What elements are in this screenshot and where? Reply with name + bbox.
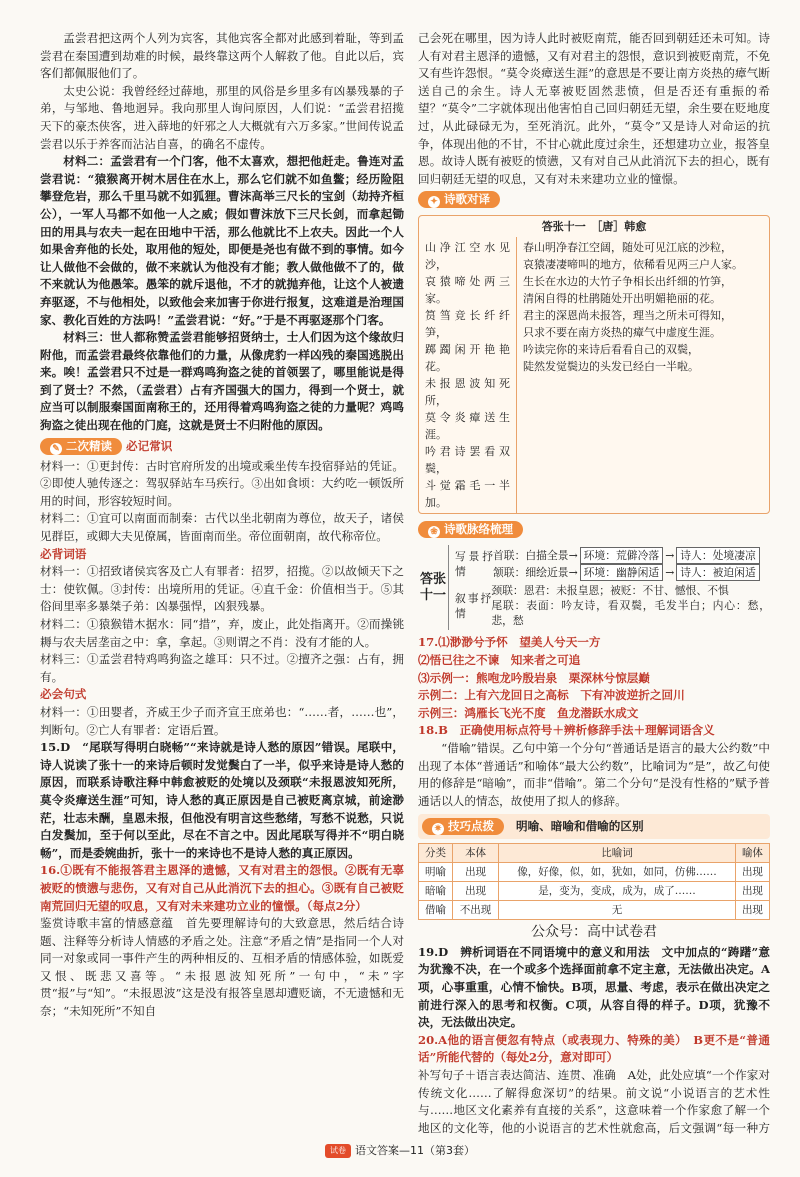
mind-node: 内心：愁，悲，愁 (491, 599, 770, 628)
mind-group: 叙事抒情 (455, 591, 492, 620)
question-20-analysis: 补写句子＋语言表达简洁、连贯、准确 A处，此处应填“一个作家对传统文化……了解得愈深切”的结果。前文说“小说语言的艺术性与……地区文化素养有直接的关系”，这意味着一个作家愈了解一个地区的文化等，他的小说语言的艺术性就愈高，后文强调“每一种方 (418, 1068, 770, 1135)
mind-node: 尾联 (491, 599, 515, 613)
mind-node: 被贬：不甘、憾恨、不惧 (610, 584, 729, 598)
footer-text: 语文答案—11（第3套） (355, 1144, 475, 1157)
poem-line: 山净江空水见沙， (425, 241, 510, 272)
question-20: 20.A他的语言便忽有特点（或表现力、特殊的美） B更不是“普通话”所能代替的（每处2分，意对即可） (418, 1032, 770, 1065)
question-17-e: 示例三：鸿雁长飞光不度 鱼龙潜跃水成文 (418, 705, 639, 720)
mind-node: 环境：幽静闲适 (580, 564, 664, 581)
answer-paragraph: 孟尝君把这两个人列为宾客，其他宾客全都对此感到着耻，等到孟尝君在秦国遭到劫难的时候，最终靠这两个人解救了他。自此以后，宾客们都佩服他们了。 (40, 31, 404, 81)
material-two: 材料二：孟尝君有一个门客，他不太喜欢，想把他赶走。鲁连对孟尝君说：“猿猴离开树木居住在水上，那么它们就不如鱼鳖；经历险阻攀登危岩，那么千里马就不如狐狸。曹沫高举三尺长的宝剑（劫持齐桓公），一军人马都不如他一人之威；假如曹沫放下三尺长剑，而拿起锄田的用具与农夫一起在田地中干活，那么他就比不上农夫。因此一个人如果舍弃他的长处，取用他的短处，即便是尧也有做不到的事情。如今让人做他不会做的，做不来就认为他没有才能；教人做他做不了的，做不来就认为他愚笨。愚笨的就斥退他，不才的就抛弃他，让这个人被遗弃驱逐，不与他相处，以致他会来加害于你进行报复，这难道是治理国家、教化百姓的方法吗！”孟尝君说：“好。”于是不再驱逐那个门客。 (40, 154, 404, 327)
watermark: 公众号：高中试卷君 (531, 924, 657, 941)
question-16-analysis: 鉴赏诗歌丰富的情感意蕴 首先要理解诗句的大致意思，然后结合诗题、注释等分析诗人情感的矛盾之处。注意“矛盾之情”是指同一个人对同一对象或同一事件产生的两种相反的、互相矛盾的情感体验，如既爱又恨、既悲又喜等。“未报恩波知死所”一句中，“未”字贯“报”与“知”。“未报恩波”这是没有报答皇恩却遭贬谪，不无遗憾和无奈；“未知死所”不知自 (40, 916, 404, 1019)
translation-line: 只求不要在南方炎热的瘴气中虚度生涯。 (523, 326, 721, 340)
mind-node: 环境：荒僻冷落 (580, 547, 664, 564)
table-header: 比喻词 (499, 844, 736, 863)
question-17-b: ⑵悟已往之不谏 知来者之可追 (418, 652, 581, 667)
must-word-head: 必背词语 (40, 546, 87, 561)
question-17: 17.⑴渺渺兮予怀 望美人兮天一方 (418, 635, 601, 650)
mind-group: 写景抒情 (455, 550, 493, 579)
must-word-3: 材料三：①孟尝君特鸡鸣狗盗之雄耳：只不过。②擅齐之强：占有，拥有。 (40, 652, 404, 684)
mind-node: 诗人：处境凄凉 (676, 547, 760, 564)
must-word-2: 材料二：①猿猴错木据水：同“措”，弃，废止，此处指离开。②而操铫耨与农夫居垄亩之中：拿，拿起。③则谓之不肖：没有才能的人。 (40, 617, 404, 649)
material-three: 材料三：世人都称赞孟尝君能够招贤纳士，士人们因为这个缘故归附他，而孟尝君最终依靠他们的力量，从像虎豹一样凶残的秦国逃脱出来。唉！孟尝君只不过是一群鸡鸣狗盗之徒的首领罢了，哪里能说是得到了贤士？不然，（孟尝君）占有齐国强大的国力，得到一个贤士，就应当可以制服秦国面南称王的，还用得着鸡鸣狗盗之徒的力量呢？鸡鸣狗盗之徒出现在他的门庭，这就是贤士不归附他的原因。 (40, 330, 404, 433)
table-header: 喻体 (735, 844, 769, 863)
translation-line: 君主的深恩尚未报答，理当之所未可得知， (523, 309, 732, 323)
table-header: 分类 (419, 844, 453, 863)
must-sent-head: 必会句式 (40, 687, 87, 702)
mind-map: 答张十一 写景抒情 首联：白描全景→ 环境：荒僻冷落 → 诗人：处境凄凉 颔联：细绘近景→ 环境：幽静闲适 → 诗人：被迫闲适 叙事抒情 颈联：恩君：未报皇恩；被贬：不甘、憾恨、不惧 尾联：表面：吟友诗，看双鬓，毛发半白；内心：愁，悲，愁 (418, 545, 770, 630)
table-row: 借喻 不出现 无 出现 (419, 901, 770, 920)
question-17-c: ⑶示例一：熊咆龙吟殷岩泉 栗深林兮惊层巅 (418, 670, 650, 685)
translation-line: 吟读完你的来诗后看看自己的双鬓， (523, 343, 699, 357)
skill-bar (418, 814, 770, 839)
common-head: 必记常识 (126, 438, 173, 453)
left-column (40, 30, 404, 1138)
poem-original (419, 237, 517, 513)
poem-line: 未报恩波知死所， (425, 377, 510, 408)
section-header (40, 435, 404, 458)
publisher-logo: 试卷 (325, 1144, 351, 1158)
right-column (418, 30, 770, 1138)
answer-paragraph: 太史公说：我曾经经过薛地，那里的风俗是乡里多有凶暴残暴的子弟，与邹地、鲁地迥异。我向那里人询问原因，人们说：“孟尝君招揽天下的豪杰侠客，进入薛地的奸邪之人大概就有六万多家。”世间传说孟尝君以乐于养客而沾沾自喜，的确名不虚传。 (40, 83, 404, 151)
poem-section-badge: ✦ 诗歌对译 (418, 191, 500, 208)
mind-node: 表面：吟友诗，看双鬓，毛发半白 (526, 599, 701, 613)
poem-translation (517, 237, 769, 513)
poem-line: 吟君诗罢看双鬓， (425, 445, 510, 476)
mind-node: 恩君：未报皇恩 (523, 584, 600, 598)
question-18-analysis: “借喻”错误。乙句中第一个分句“普通话是语言的最大公约数”中出现了本体“普通话”和喻体“最大公约数”，比喻词为“是”，故乙句使用的修辞是“暗喻”，而非“借喻”。第二个分句“是没有性格的”赋予普通话以人的情态，故使用了拟人的修辞。 (418, 740, 770, 808)
lightbulb-icon: ✷ (432, 823, 444, 835)
translation-line: 生长在水边的大竹子争相长出纤细的竹笋， (523, 275, 732, 289)
common-1: 材料一：①更封传：古时官府所发的出境或乘坐传车投宿驿站的凭证。②即使人驰传逐之：驾驭驿站车马疾行。③出如食顷：大约吃一顿饭所用的时间，形容较短时间。 (40, 458, 404, 508)
table-header: 本体 (453, 844, 499, 863)
translation-line: 清闲自得的杜鹃随处开出明媚艳丽的花。 (523, 292, 721, 306)
question-15: 15.D “尾联写得明白晓畅”“来诗就是诗人愁的原因”错误。尾联中，诗人说读了张十一的来诗后顿时发觉鬓白了一半，似乎来诗是诗人愁的原因，而联系诗歌注释中韩愈被贬的处境以及颈联“未报恩波知死所，莫令炎瘴送生涯”可知，诗人愁的真正原因是自己被贬离京城，前途渺茫，壮志未酬，皇恩未报，但他没有明言这些愁绪，写愁不说愁，只说白发鬓加，至于何以至此，尽在不言之中。因此尾联写得并不“明白晓畅”，而是委婉曲折，张十一的来诗也不是诗人愁的真正原因。 (40, 740, 404, 860)
poem-title: 答张十一 ［唐］韩愈 (541, 220, 647, 234)
tree-icon: ❀ (428, 526, 440, 538)
question-16: 16.①既有不能报答君主恩泽的遗憾，又有对君主的怨恨。②既有无辜被贬的愤懑与悲伤，又有对自己从此消沉下去的担心。③既有自己被贬南荒回归无望的叹息，又有对未来建功立业的憧憬。（每点2分） (40, 863, 404, 913)
must-sent-1: 材料一：①田婴者，齐威王少子而齐宣王庶弟也：“……者，……也”，判断句。②亡人有罪者：定语后置。 (40, 704, 404, 737)
skill-title: 明喻、暗喻和借喻的区别 (516, 818, 644, 833)
translation-line: 陡然发觉鬓边的头发已经白一半啦。 (523, 360, 699, 374)
poem-line: 斗觉霜毛一半加。 (425, 479, 510, 510)
translation-line: 春山明净春江空阔，随处可见江底的沙粒， (523, 241, 732, 255)
mind-root: 答张十一 (419, 571, 446, 603)
bookmark-icon: ✎ (50, 443, 62, 455)
must-word-1: 材料一：①招致诸侯宾客及亡人有罪者：招罗，招揽。②以故倾天下之士：使钦佩。③封传：出境所用的凭证。④直千金：价值相当于。⑤其俗间里率多暴桀子弟：凶暴强悍，凶狠残暴。 (40, 564, 404, 614)
poem-line: 莫令炎瘴送生涯。 (425, 411, 510, 442)
table-row: 暗喻 出现 是，变为，变成，成为，成了…… 出现 (419, 882, 770, 901)
mind-node: 首联：白描全景 (493, 549, 569, 563)
poem-line: 筼筜竞长纤纤笋， (425, 309, 510, 340)
mind-section-badge: ❀ 诗歌脉络梳理 (418, 521, 523, 538)
poem-line: 踯躅闲开艳艳花。 (425, 343, 510, 374)
table-row: 明喻 出现 像，好像，似，如，犹如，如同，仿佛…… 出现 (419, 863, 770, 882)
common-2: 材料二：①宜可以南面而制秦：古代以坐北朝南为尊位，故天子，诸侯见群臣，或卿大夫见僚属，皆面南而坐。帝位面朝南，故代称帝位。 (40, 511, 404, 544)
page-footer (0, 1142, 800, 1158)
metaphor-table (418, 843, 770, 920)
mind-node: 颔联：细绘近景 (493, 566, 569, 580)
book-icon: ✦ (428, 196, 440, 208)
question-17-d: 示例二：上有六龙回日之高标 下有冲波逆折之回川 (418, 688, 685, 703)
question-18: 18.B 正确使用标点符号＋辨析修辞手法＋理解词语含义 (418, 723, 715, 738)
poem-line: 哀猿啼处两三家。 (425, 275, 510, 306)
skill-badge: ✷ 技巧点拨 (422, 818, 504, 835)
section-badge: ✎ 二次精读 (40, 438, 122, 455)
question-19: 19.D 辨析词语在不同语境中的意义和用法 文中加点的“踌躇”意为犹豫不决，在一个或多个选择面前拿不定主意，无法做出决定。A项，心事重重，心情不愉快。B项，思量、考虑，表示在做出决定之前进行深入的思考和权衡。C项，从容自得的样子。D项，犹豫不决，无法做出决定。 (418, 944, 770, 1030)
mind-node: 颈联 (491, 584, 513, 598)
answer-paragraph: 己会死在哪里，因为诗人此时被贬南荒，能否回到朝廷还未可知。诗人有对君主恩泽的遗憾，又有对君主的怨恨，意识到被贬南荒，不免又有些许怨恨。“莫令炎瘴送生涯”的意思是不要让南方炎热的瘴气断送自己的余生。诗人无辜被贬固然悲愤，但是否还有重振的希望？“莫令”二字就体现出他害怕自己回归朝廷无望，余生要在贬地度过，从此碌碌无为，至死消沉。此外，“莫令”又是诗人对命运的抗争，体现出他的不甘，不甘心就此度过余生，还想建功立业，报答皇恩。故诗人既有被贬的愤懑，又有对自己从此消沉下去的担心，既有回归朝廷无望的叹息，又有对未来建功立业的憧憬。 (418, 31, 770, 186)
poem-translation-box (418, 215, 770, 514)
translation-line: 哀猿凄凄啼叫的地方，依稀看见两三户人家。 (523, 258, 743, 272)
mind-node: 诗人：被迫闲适 (676, 564, 760, 581)
